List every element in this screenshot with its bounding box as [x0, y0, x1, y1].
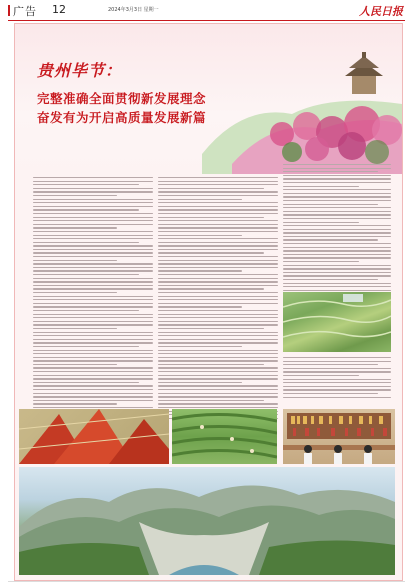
section-label [8, 3, 37, 19]
section-text: 广告 [13, 5, 37, 18]
article-column-right [283, 164, 391, 308]
section-marker [8, 5, 10, 16]
headline-block [15, 24, 402, 174]
headline-title-line1: 完整准确全面贯彻新发展理念 [37, 91, 207, 106]
newspaper-logo: 人民日报 [359, 5, 403, 18]
page-number: 12 [52, 3, 66, 16]
issue-date: 2024年3月3日 星期一 [108, 7, 159, 13]
masthead-rule [8, 20, 405, 21]
headline-kicker: 贵州毕节： [37, 61, 123, 80]
footer-rule [8, 581, 405, 582]
article-column-right-lower [283, 357, 391, 400]
photo-terraced-fields [283, 292, 391, 352]
photo-karst-canyon [19, 467, 395, 575]
pavilion-icon [345, 52, 383, 94]
advertorial-frame [14, 23, 403, 581]
photo-drying-peppers [19, 409, 169, 464]
photo-tea-garden [172, 409, 277, 464]
azalea-hills-icon [202, 34, 402, 174]
headline-title-line2: 奋发有为开启高质量发展新篇 [37, 110, 207, 125]
article-column-left [33, 177, 153, 436]
article-column-middle [158, 177, 278, 421]
photo-library [283, 409, 395, 464]
masthead [8, 3, 405, 19]
